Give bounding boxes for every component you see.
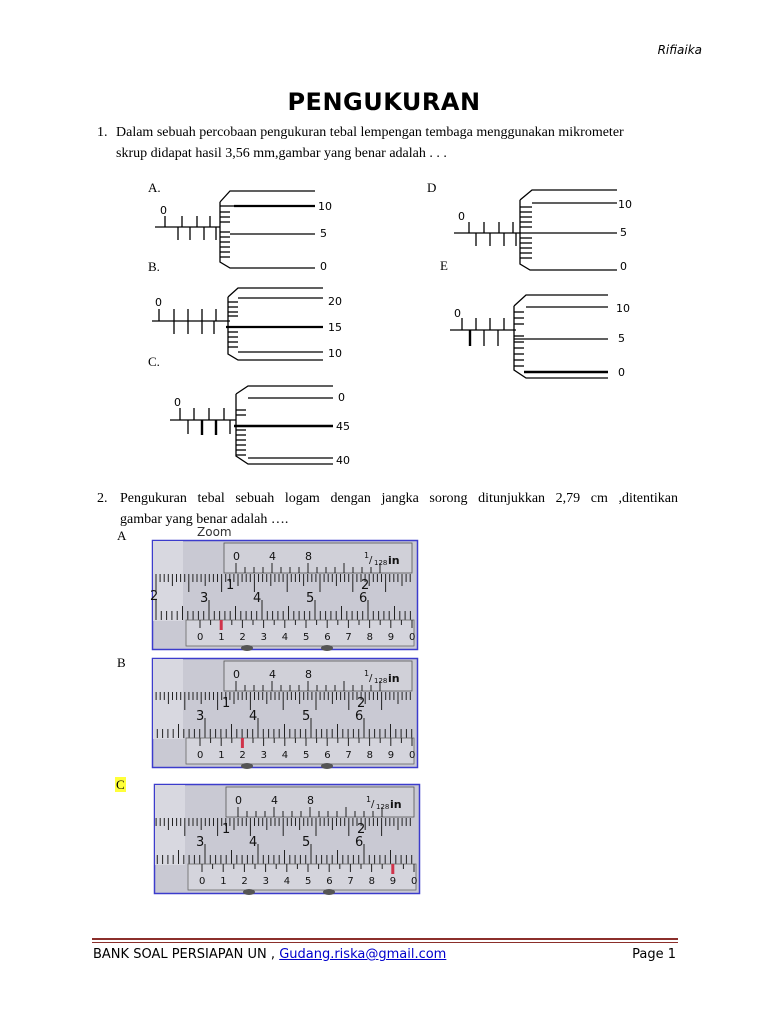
inch-unit: in xyxy=(388,554,400,567)
inch-top-number: 8 xyxy=(305,668,312,681)
vernier-number: 1 xyxy=(220,876,227,887)
micrometer-d-thimble-bottom: 0 xyxy=(620,260,627,273)
footer-rule-thin xyxy=(92,942,678,943)
micrometer-c xyxy=(168,384,368,472)
q2-text-line2: gambar yang benar adalah …. xyxy=(120,512,289,527)
page-title: PENGUKURAN xyxy=(287,88,481,116)
inch-top-number: 0 xyxy=(235,794,242,807)
inch-fraction-num: 1 xyxy=(364,551,370,560)
micrometer-e-thimble-top: 10 xyxy=(616,302,630,315)
inch-main-number: 1 xyxy=(222,822,231,837)
q1-option-b-label: B. xyxy=(148,259,160,274)
footer-bank-soal: BANK SOAL PERSIAPAN UN , xyxy=(93,947,276,962)
inch-main-number: 2 xyxy=(361,578,370,593)
vernier-number: 8 xyxy=(368,876,375,887)
micrometer-d-thimble-top: 10 xyxy=(618,198,632,211)
micrometer-d xyxy=(452,186,652,276)
inch-unit: in xyxy=(390,798,402,811)
vernier-number: 7 xyxy=(347,876,354,887)
inch-top-number: 0 xyxy=(233,550,240,563)
vernier-number: 0 xyxy=(197,750,204,761)
micrometer-a-thimble-top: 10 xyxy=(318,200,332,213)
inch-slide xyxy=(226,787,414,817)
caliper-knob xyxy=(321,763,333,769)
q1-option-d-label: D xyxy=(427,180,437,195)
vernier-number: 8 xyxy=(366,750,373,761)
cm-main-number: 6 xyxy=(355,835,364,850)
inch-top-number: 8 xyxy=(305,550,312,563)
caliper-a xyxy=(152,540,418,650)
micrometer-b-thimble-bottom: 10 xyxy=(328,347,342,360)
vernier-alignment-mark xyxy=(220,620,223,630)
vernier-number: 6 xyxy=(326,876,333,887)
micrometer-c-thimble-top: 0 xyxy=(338,391,345,404)
vernier-number: 9 xyxy=(389,876,397,887)
cm-main-number: 5 xyxy=(302,835,311,850)
inch-top-number: 4 xyxy=(269,550,276,563)
cm-main-number: 3 xyxy=(196,709,205,724)
cm-main-number: 6 xyxy=(355,709,364,724)
vernier-number: 1 xyxy=(218,750,225,761)
vernier-alignment-mark xyxy=(391,864,394,874)
cm-main-number: 2 xyxy=(150,589,159,604)
q2-text-line1: Pengukuran tebal sebuah logam dengan jangka sorong ditunjukkan 2,79 cm ,ditentikan xyxy=(120,491,678,506)
q2-option-a-label: A xyxy=(117,528,127,543)
vernier-number: 9 xyxy=(387,750,395,761)
vernier-number: 6 xyxy=(324,632,331,643)
inch-top-number: 4 xyxy=(271,794,278,807)
inch-fraction-slash: / xyxy=(369,555,373,566)
vernier-number: 4 xyxy=(283,876,291,887)
vernier-number: 9 xyxy=(387,632,395,643)
vernier-number: 0 xyxy=(199,876,206,887)
inch-slide xyxy=(224,543,412,573)
micrometer-c-thimble-mid: 45 xyxy=(336,420,350,433)
q2-option-c-highlight: C xyxy=(116,777,125,792)
micrometer-b-zero: 0 xyxy=(155,296,162,309)
vernier-number: 3 xyxy=(260,750,267,761)
q1-text-line1: Dalam sebuah percobaan pengukuran tebal lempengan tembaga menggunakan mikrometer xyxy=(116,125,624,140)
inch-top-number: 0 xyxy=(233,668,240,681)
q2-option-b-label: B xyxy=(117,655,126,670)
inch-fraction-slash: / xyxy=(371,799,375,810)
inch-fraction-den: 128 xyxy=(374,559,388,567)
vernier-number: 5 xyxy=(303,750,310,761)
inch-top-number: 8 xyxy=(307,794,314,807)
vernier-number: 4 xyxy=(281,632,289,643)
caliper-knob xyxy=(241,645,253,651)
vernier-number: 0 xyxy=(197,632,204,643)
micrometer-b-thimble-top: 20 xyxy=(328,295,342,308)
cm-main-number: 6 xyxy=(359,591,368,606)
caliper-knob xyxy=(243,889,255,895)
q2-option-c-label xyxy=(115,777,126,793)
vernier-number: 5 xyxy=(303,632,310,643)
vernier-number: 0 xyxy=(411,876,418,887)
footer-page-number: Page 1 xyxy=(632,947,676,962)
micrometer-c-zero: 0 xyxy=(174,396,181,409)
micrometer-c-thimble-bottom: 40 xyxy=(336,454,350,467)
inch-fraction-den: 128 xyxy=(374,677,388,685)
caliper-knob xyxy=(323,889,335,895)
inch-top-number: 4 xyxy=(269,668,276,681)
author-name: Rifiaika xyxy=(657,43,702,57)
inch-main-number: 2 xyxy=(357,822,366,837)
footer-rule xyxy=(92,938,678,940)
micrometer-a-zero: 0 xyxy=(160,204,167,217)
q1-option-e-label: E xyxy=(440,258,448,273)
cm-main-number: 4 xyxy=(249,709,258,724)
cm-main-number: 5 xyxy=(306,591,315,606)
inch-fraction-num: 1 xyxy=(366,795,372,804)
micrometer-e xyxy=(448,290,658,382)
q1-option-c-label: C. xyxy=(148,354,160,369)
q2-number: 2. xyxy=(97,491,108,506)
vernier-number: 2 xyxy=(239,632,246,643)
vernier-alignment-mark xyxy=(241,738,244,748)
vernier-number: 7 xyxy=(345,750,352,761)
inch-main-number: 2 xyxy=(357,696,366,711)
q1-option-a-label: A. xyxy=(148,180,161,195)
q1-text-line2: skrup didapat hasil 3,56 mm,gambar yang benar adalah . . . xyxy=(116,146,447,161)
inch-main-number: 1 xyxy=(226,578,235,593)
inch-slide xyxy=(224,661,412,691)
caliper-b xyxy=(152,658,418,768)
vernier-number: 7 xyxy=(345,632,352,643)
micrometer-a xyxy=(150,186,350,276)
micrometer-d-zero: 0 xyxy=(458,210,465,223)
vernier-number: 0 xyxy=(409,750,416,761)
footer-email-link[interactable]: Gudang.riska@gmail.com xyxy=(279,947,447,962)
vernier-number: 4 xyxy=(281,750,289,761)
zoom-label: Zoom xyxy=(197,525,232,539)
vernier-number: 2 xyxy=(239,750,246,761)
inch-main-number: 1 xyxy=(222,696,231,711)
cm-main-number: 5 xyxy=(302,709,311,724)
footer-left xyxy=(93,947,446,962)
micrometer-e-thimble-bottom: 0 xyxy=(618,366,625,379)
cm-main-number: 4 xyxy=(253,591,262,606)
vernier-number: 5 xyxy=(305,876,312,887)
vernier-number: 8 xyxy=(366,632,373,643)
caliper-knob xyxy=(241,763,253,769)
inch-fraction-den: 128 xyxy=(376,803,390,811)
inch-unit: in xyxy=(388,672,400,685)
vernier-number: 2 xyxy=(241,876,248,887)
vernier-number: 3 xyxy=(262,876,269,887)
micrometer-a-thimble-bottom: 0 xyxy=(320,260,327,273)
vernier-number: 0 xyxy=(409,632,416,643)
micrometer-d-thimble-mid: 5 xyxy=(620,226,627,239)
inch-fraction-num: 1 xyxy=(364,669,370,678)
vernier-number: 6 xyxy=(324,750,331,761)
cm-main-number: 4 xyxy=(249,835,258,850)
micrometer-b xyxy=(148,284,358,366)
cm-main-number: 3 xyxy=(196,835,205,850)
micrometer-b-thimble-mid: 15 xyxy=(328,321,342,334)
q1-number: 1. xyxy=(97,125,108,140)
vernier-number: 3 xyxy=(260,632,267,643)
micrometer-a-thimble-mid: 5 xyxy=(320,227,327,240)
inch-fraction-slash: / xyxy=(369,673,373,684)
vernier-number: 1 xyxy=(218,632,225,643)
micrometer-e-zero: 0 xyxy=(454,307,461,320)
micrometer-e-thimble-mid: 5 xyxy=(618,332,625,345)
caliper-knob xyxy=(321,645,333,651)
caliper-c xyxy=(154,784,420,894)
cm-main-number: 3 xyxy=(200,591,209,606)
